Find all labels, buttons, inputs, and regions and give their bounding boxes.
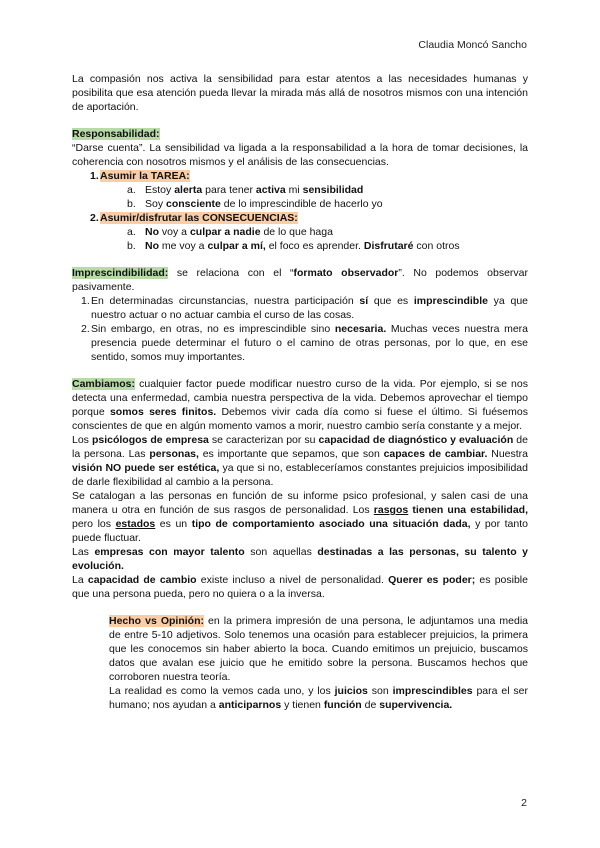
empresas-paragraph: Las empresas con mayor talento son aquellas destinadas a las personas, su talento y evolución. [72,546,528,572]
asumir-consecuencias-label: Asumir/disfrutar las CONSECUENCIAS: [100,212,298,224]
capacidad-paragraph: La capacidad de cambio existe incluso a nivel de personalidad. Querer es poder; es posible que una persona pueda, pero no quiera o a la inversa. [72,574,528,600]
responsabilidad-list-2 [72,211,528,225]
list-item: b. Soy consciente de lo imprescindible de hacerlo yo [127,198,383,210]
intro-paragraph: La compasión nos activa la sensibilidad para estar atentos a las necesidades humanas y posibilita que esa atención pueda llevar la mirada más allá de nosotros mismos con una intención de aportación. [72,73,528,113]
asumir-tarea-label: Asumir la TAREA: [100,170,190,182]
responsabilidad-title: Responsabilidad: [72,128,160,140]
hecho-opinion-block [109,614,528,712]
list-item: a. Estoy alerta para tener activa mi sensibilidad [127,184,364,196]
realidad-paragraph: La realidad es como la vemos cada uno, y los juicios son imprescindibles para el ser humano; nos ayudan a anticiparnos y tienen función de supervivencia. [109,685,528,711]
hecho-title: Hecho vs Opinión: [109,615,204,627]
list-item: a. No voy a culpar a nadie de lo que haga [127,226,333,238]
list-item: 2. Asumir/disfrutar las CONSECUENCIAS: [90,212,298,224]
imprescindibilidad-list [72,294,528,364]
section-responsabilidad-heading [72,127,528,141]
responsabilidad-list [72,169,528,183]
list-item: b. No me voy a culpar a mí, el foco es aprender. Disfrutaré con otros [127,240,460,252]
imprescindibilidad-paragraph: Imprescindibilidad: se relaciona con el “formato observador”. No podemos observar pasivamente. [72,267,528,293]
tarea-sublist [72,183,528,211]
cambiamos-title: Cambiamos: [72,378,136,390]
document-body [72,72,528,712]
responsabilidad-text: “Darse cuenta”. La sensibilidad va ligada a la responsabilidad a la hora de tomar decisiones, la coherencia con nosotros mismos y el análisis de las consecuencias. [72,142,528,168]
cambiamos-paragraph: Cambiamos: cualquier factor puede modificar nuestro curso de la vida. Por ejemplo, si se nos detecta una enfermedad, cambia nuestra perspectiva de la vida. Debemos aprovechar el tiempo porque somos seres finitos. Debemos vivir cada día como si fuese el último. Si fuésemos conscientes de que en algún momento vamos a morir, nuestro cambio sería constante y a mejor. [72,378,528,432]
page-number: 2 [521,797,527,809]
consecuencias-sublist [72,225,528,253]
header-author: Claudia Moncó Sancho [418,39,527,51]
rasgos-paragraph: Se catalogan a las personas en función de su informe psico profesional, y salen casi de una manera u otra en función de sus rasgos de personalidad. Los rasgos tienen una estabilidad, pero los estados es un tipo de comportamiento asociado una situación dada, y por tanto puede fluctuar. [72,490,528,544]
imprescindibilidad-title: Imprescindibilidad: [72,267,169,279]
psicologos-paragraph: Los psicólogos de empresa se caracterizan por su capacidad de diagnóstico y evaluación de la persona. Las personas, es importante que sepamos, que son capaces de cambiar. Nuestra visión NO puede ser estética, ya que si no, estableceríamos constantes prejuicios imposibilidad de darle flexibilidad al cambio a la persona. [72,434,529,488]
hecho-paragraph: Hecho vs Opinión: en la primera impresión de una persona, le adjuntamos una media de entre 5-10 adjetivos. Solo tenemos una ocasión para establecer prejuicios, la primera que les conocemos sin haber abierto la boca. Cuando emitimos un prejuicio, buscamos datos que avalan ese juicio que he emitido sobre la persona. Buscamos hechos que corroboren nuestra teoría. [109,615,528,683]
list-item: 1. En determinadas circunstancias, nuestra participación sí que es imprescindible ya que nuestro actuar o no actuar cambia el curso de las cosas. [81,295,528,321]
list-item: 1. Asumir la TAREA: [90,170,190,182]
list-item: 2. Sin embargo, en otras, no es imprescindible sino necesaria. Muchas veces nuestra mera presencia puede determinar el futuro o el camino de otras personas, por lo que, en ese sentido, somos muy importantes. [81,323,528,363]
